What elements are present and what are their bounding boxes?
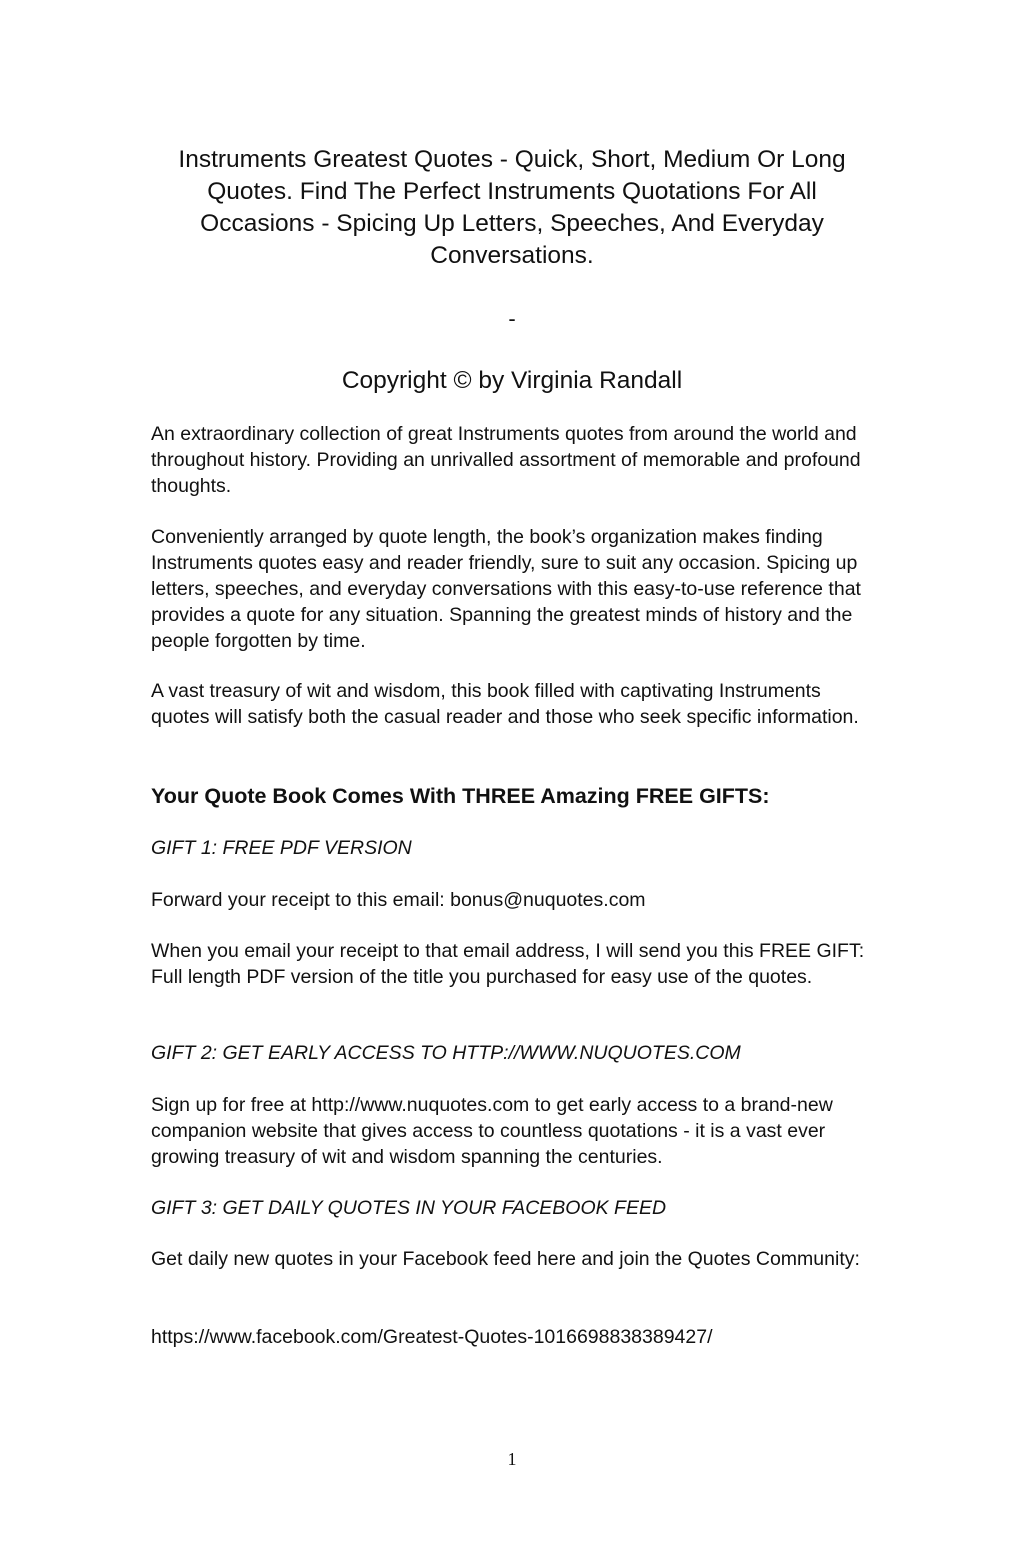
gifts-heading: Your Quote Book Comes With THREE Amazing FREE GIFTS: bbox=[151, 784, 770, 808]
facebook-link: https://www.facebook.com/Greatest-Quotes-1016698838389427/ bbox=[151, 1326, 713, 1348]
separator-dash: - bbox=[508, 306, 516, 331]
gift-2-description: Sign up for free at http://www.nuquotes.com to get early access to a brand-new companion website that gives access to countless quotations - it is a vast ever growing treasury of wit and wisdom spanning the centuries. bbox=[151, 1094, 833, 1168]
gift-3-description: Get daily new quotes in your Facebook feed here and join the Quotes Community: bbox=[151, 1248, 860, 1270]
gift-2-title: GIFT 2: GET EARLY ACCESS TO HTTP://WWW.NUQUOTES.COM bbox=[151, 1042, 741, 1064]
intro-paragraph: An extraordinary collection of great Instruments quotes from around the world and throughout history. Providing an unrivalled assortment of memorable and profound thoughts. bbox=[151, 423, 861, 497]
treasury-paragraph: A vast treasury of wit and wisdom, this book filled with captivating Instruments quotes will satisfy both the casual reader and those who seek specific information. bbox=[151, 680, 859, 728]
gift-1-email-line: Forward your receipt to this email: bonus@nuquotes.com bbox=[151, 889, 646, 911]
page-number: 1 bbox=[507, 1449, 517, 1469]
copyright-line: Copyright © by Virginia Randall bbox=[341, 367, 683, 394]
arrangement-paragraph: Conveniently arranged by quote length, the book’s organization makes finding Instruments quotes easy and reader friendly, sure to suit any occasion. Spicing up letters, speeches, and everyday conversations with this easy-to-use reference that provides a quote for any situation. Spanning the greatest minds of history and the people forgotten by time. bbox=[151, 526, 861, 652]
gift-1-description: When you email your receipt to that email address, I will send you this FREE GIFT: Full length PDF version of the title you purchased for easy use of the quotes. bbox=[151, 940, 865, 988]
gift-1-title: GIFT 1: FREE PDF VERSION bbox=[151, 837, 412, 859]
gift-3-title: GIFT 3: GET DAILY QUOTES IN YOUR FACEBOOK FEED bbox=[151, 1197, 667, 1219]
book-title: Instruments Greatest Quotes - Quick, Short, Medium Or Long Quotes. Find The Perfect Instruments Quotations For All Occasions - Spicing Up Letters, Speeches, And Everyday Conversations. bbox=[178, 146, 846, 269]
